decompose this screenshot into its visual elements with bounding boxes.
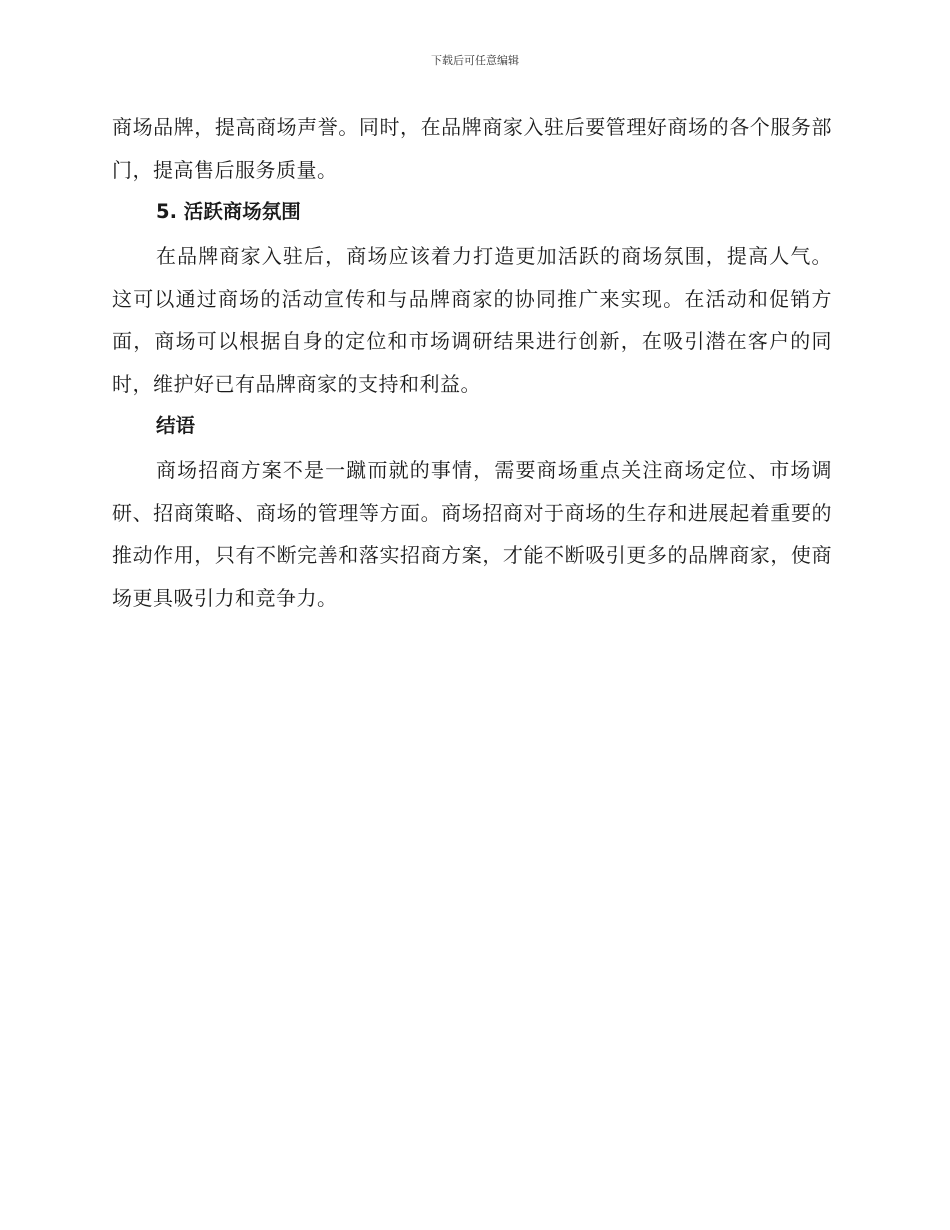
paragraph-atmosphere: 在品牌商家入驻后，商场应该着力打造更加活跃的商场氛围，提高人气。这可以通过商场的活动宣传和与品牌商家的协同推广来实现。在活动和促销方面，商场可以根据自身的定位和市场调研结果进行创新，在吸引潜在客户的同时，维护好已有品牌商家的支持和利益。 (112, 244, 832, 396)
section-heading-atmosphere: 5. 活跃商场氛围 (156, 200, 301, 223)
section-heading-conclusion: 结语 (156, 414, 196, 437)
page-header: 下载后可任意编辑 (431, 54, 519, 67)
paragraph-continued: 商场品牌，提高商场声誉。同时，在品牌商家入驻后要管理好商场的各个服务部门，提高售后服务质量。 (112, 115, 832, 182)
document-body (112, 106, 832, 619)
paragraph-conclusion: 商场招商方案不是一蹴而就的事情，需要商场重点关注商场定位、市场调研、招商策略、商场的管理等方面。商场招商对于商场的生存和进展起着重要的推动作用，只有不断完善和落实招商方案，才能不断吸引更多的品牌商家，使商场更具吸引力和竞争力。 (112, 458, 832, 610)
